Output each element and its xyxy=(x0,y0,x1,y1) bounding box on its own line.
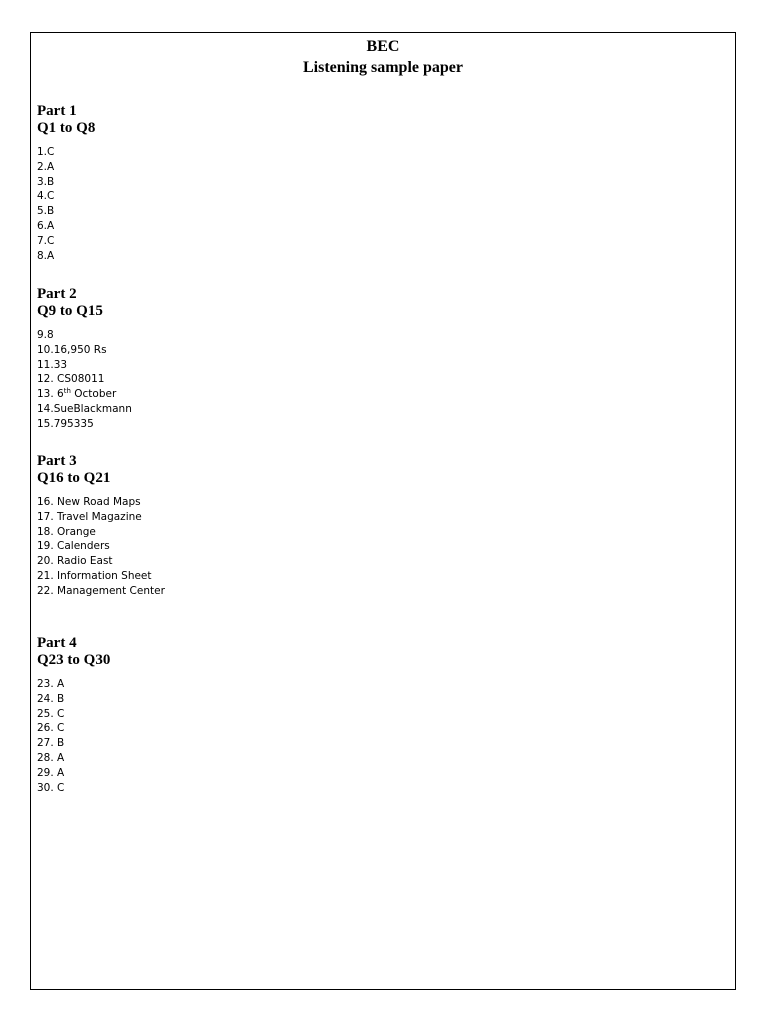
answer-item: 9.8 xyxy=(37,329,54,341)
question-range: Q23 to Q30 xyxy=(37,652,111,668)
answer-item: 11.33 xyxy=(37,358,68,371)
answer-item: 24. B xyxy=(37,692,65,705)
part-heading: Part 3 xyxy=(37,453,77,469)
answer-item: 22. Management Center xyxy=(37,584,165,597)
answer-item: 2.A xyxy=(37,160,55,173)
answer-item: 7.C xyxy=(37,234,55,247)
ordinal-superscript: th xyxy=(63,387,71,396)
question-range: Q16 to Q21 xyxy=(37,470,111,486)
question-range: Q1 to Q8 xyxy=(37,120,96,136)
answer-item: 15.795335 xyxy=(37,417,94,430)
answer-item: 14.SueBlackmann xyxy=(37,402,132,415)
answer-item: 30. C xyxy=(37,781,65,794)
answer-item: 1.C xyxy=(37,146,55,158)
answer-item: 10.16,950 Rs xyxy=(37,343,107,356)
answer-item: 28. A xyxy=(37,751,65,764)
answer-item: 26. C xyxy=(37,722,65,735)
answer-item: 12. CS08011 xyxy=(37,373,105,386)
answer-item: 3.B xyxy=(37,175,55,188)
part-heading: Part 1 xyxy=(37,103,77,119)
part-heading: Part 4 xyxy=(37,635,77,651)
answer-item: 23. A xyxy=(37,678,65,690)
page-frame xyxy=(30,32,736,990)
question-range: Q9 to Q15 xyxy=(37,303,103,319)
answer-text-suffix: October xyxy=(70,388,117,401)
answer-item xyxy=(37,387,132,402)
answer-item: 25. C xyxy=(37,707,65,720)
answer-item: 8.A xyxy=(37,249,55,262)
answer-item: 17. Travel Magazine xyxy=(37,510,142,523)
answer-list xyxy=(37,328,132,432)
answer-item: 18. Orange xyxy=(37,525,96,538)
answer-item: 4.C xyxy=(37,190,55,203)
document-title: BEC xyxy=(366,38,400,55)
part-heading: Part 2 xyxy=(37,286,77,302)
answer-item: 20. Radio East xyxy=(37,555,113,568)
part-1-section xyxy=(37,103,95,263)
answer-item: 19. Calenders xyxy=(37,540,110,553)
answer-list xyxy=(37,145,95,263)
answer-item: 6.A xyxy=(37,219,55,232)
document-subtitle: Listening sample paper xyxy=(302,59,463,76)
answer-item: 16. New Road Maps xyxy=(37,496,141,508)
answer-item: 27. B xyxy=(37,737,65,750)
answer-text: 13. 6 xyxy=(37,388,64,401)
answer-list xyxy=(37,495,165,599)
answer-item: 21. Information Sheet xyxy=(37,569,152,582)
part-2-section xyxy=(37,286,132,432)
answer-item: 5.B xyxy=(37,205,55,218)
part-4-section xyxy=(37,635,110,795)
answer-list xyxy=(37,677,110,795)
title-block xyxy=(31,36,735,78)
part-3-section xyxy=(37,453,165,599)
answer-item: 29. A xyxy=(37,766,65,779)
